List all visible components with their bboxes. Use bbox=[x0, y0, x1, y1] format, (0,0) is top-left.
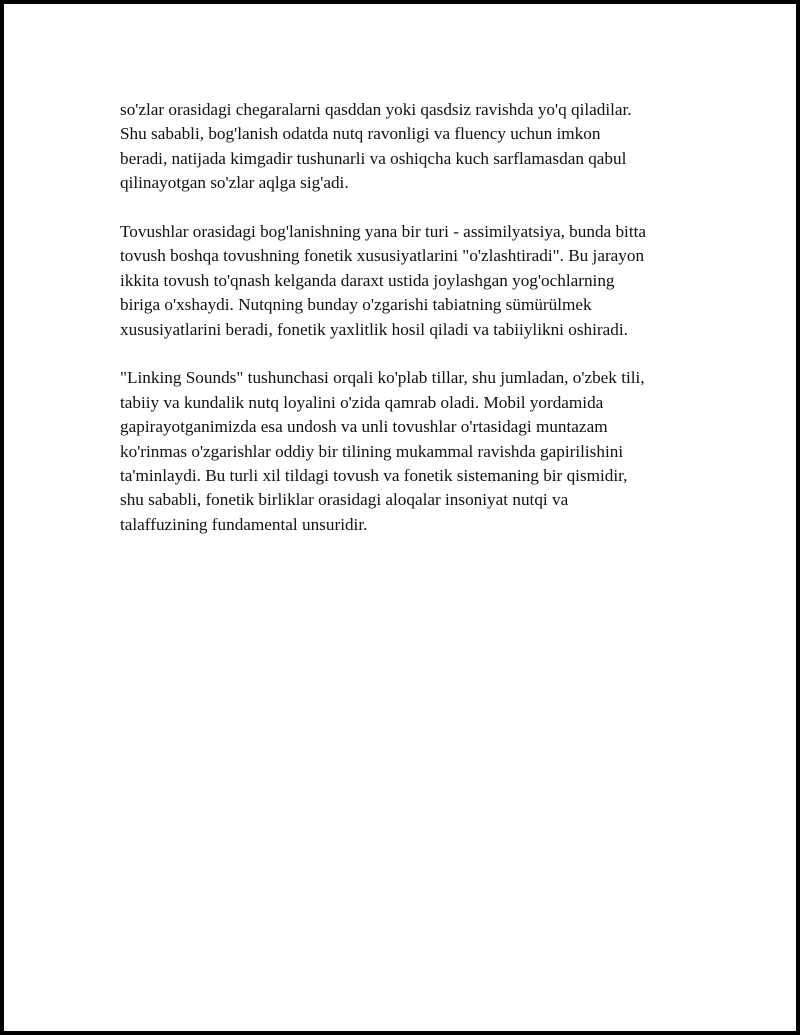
text-line: talaffuzining fundamental unsuridir. bbox=[120, 514, 368, 534]
text-line: xususiyatlarini beradi, fonetik yaxlitlik hosil qiladi va tabiiylikni oshiradi. bbox=[120, 319, 628, 339]
text-line: ta'minlaydi. Bu turli xil tildagi tovush va fonetik sistemaning bir qismidir, bbox=[120, 466, 628, 486]
document-body bbox=[120, 98, 700, 562]
text-line: ko'rinmas o'zgarishlar oddiy bir tilining mukammal ravishda gapirilishini bbox=[120, 441, 624, 461]
text-line: tovush boshqa tovushning fonetik xususiyatlarini "o'zlashtiradi". Bu jarayon bbox=[120, 246, 645, 266]
text-line: Tovushlar orasidagi bog'lanishning yana bir turi - assimilyatsiya, bunda bitta bbox=[120, 222, 647, 242]
text-line: gapirayotganimizda esa undosh va unli tovushlar o'rtasidagi muntazam bbox=[120, 417, 608, 437]
text-line: ikkita tovush to'qnash kelganda daraxt ustida joylashgan yog'ochlarning bbox=[120, 270, 615, 290]
text-line: beradi, natijada kimgadir tushunarli va oshiqcha kuch sarflamasdan qabul bbox=[120, 148, 627, 168]
text-line: so'zlar orasidagi chegaralarni qasddan yoki qasdsiz ravishda yo'q qiladilar. bbox=[120, 100, 632, 119]
text-line: biriga o'xshaydi. Nutqning bunday o'zgarishi tabiatning sümürülmek bbox=[120, 295, 592, 315]
text-line: Shu sababli, bog'lanish odatda nutq ravonligi va fluency uchun imkon bbox=[120, 124, 601, 144]
text-line: shu sababli, fonetik birliklar orasidagi aloqalar insoniyat nutqi va bbox=[120, 490, 569, 510]
text-line: tabiiy va kundalik nutq loyalini o'zida qamrab oladi. Mobil yordamida bbox=[120, 392, 604, 412]
paragraph-1 bbox=[120, 98, 700, 196]
paragraph-3 bbox=[120, 366, 700, 537]
text-line: "Linking Sounds" tushunchasi orqali ko'plab tillar, shu jumladan, o'zbek tili, bbox=[120, 368, 645, 388]
text-line: qilinayotgan so'zlar aqlga sig'adi. bbox=[120, 173, 349, 193]
paragraph-2 bbox=[120, 220, 700, 342]
